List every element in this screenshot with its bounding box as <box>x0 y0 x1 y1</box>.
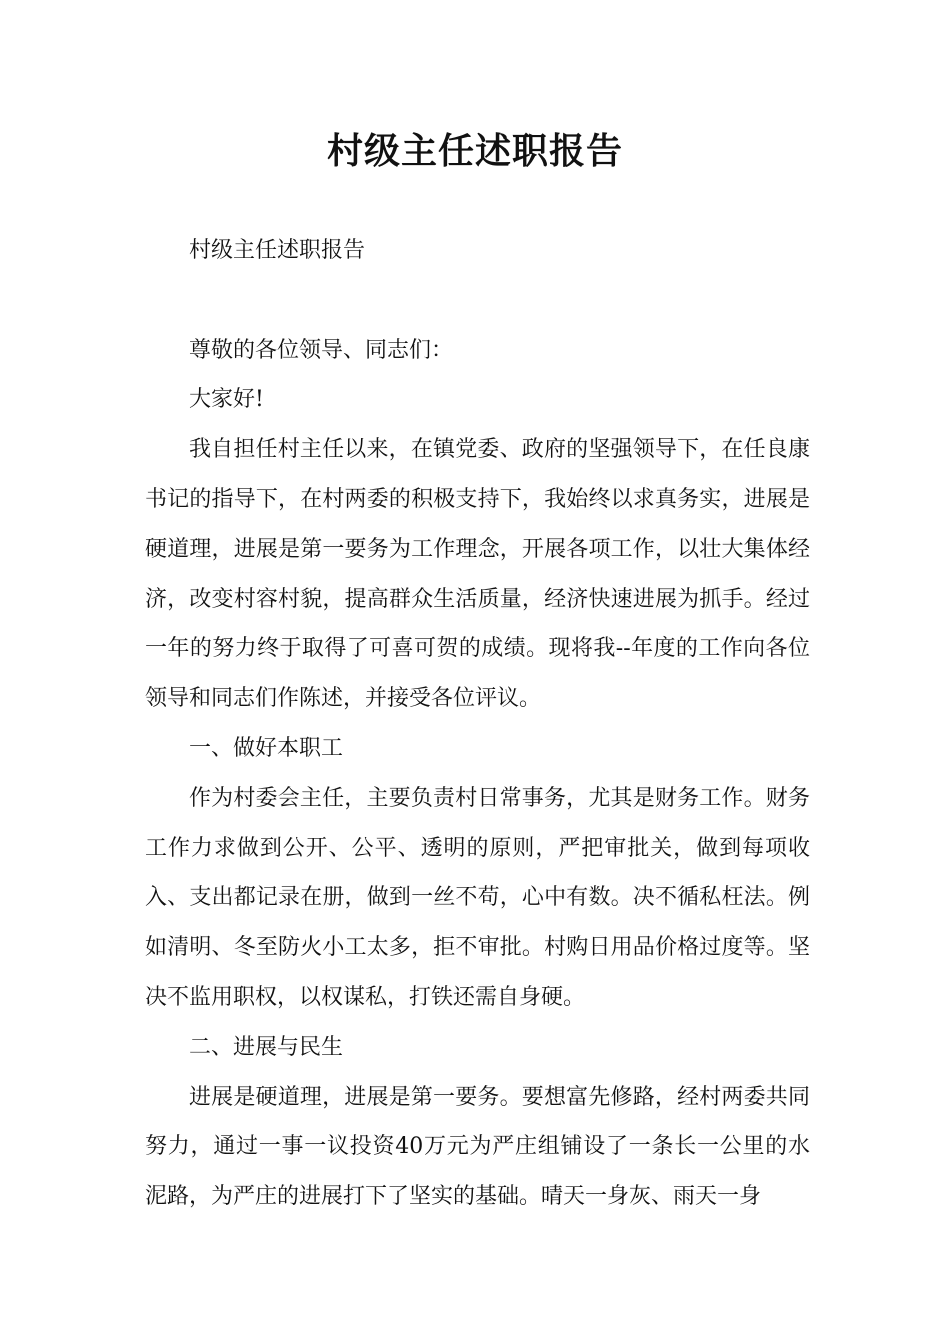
intro-paragraph: 我自担任村主任以来，在镇党委、政府的坚强领导下，在任良康书记的指导下，在村两委的积极支持下，我始终以求真务实，进展是硬道理，进展是第一要务为工作理念，开展各项工作，以壮大集体经济，改变村容村貌，提高群众生活质量，经济快速进展为抓手。经过一年的努力终于取得了可喜可贺的成绩。现将我--年度的工作向各位领导和同志们作陈述，并接受各位评议。 <box>145 437 810 712</box>
document-body <box>145 226 810 1222</box>
document-title: 村级主任述职报告 <box>326 131 623 172</box>
section-heading-1: 一、做好本职工 <box>189 735 344 761</box>
salutation: 尊敬的各位领导、同志们： <box>189 337 454 363</box>
document-subtitle: 村级主任述职报告 <box>189 238 366 263</box>
section-1-paragraph: 作为村委会主任，主要负责村日常事务，尤其是财务工作。财务工作力求做到公开、公平、透明的原则，严把审批关，做到每项收入、支出都记录在册，做到一丝不苟，心中有数。决不循私枉法。例如清明、冬至防火小工太多，拒不审批。村购日用品价格过度等。坚决不监用职权，以权谋私，打铁还需自身硬。 <box>145 785 810 1010</box>
section-heading-2: 二、进展与民生 <box>189 1034 344 1060</box>
section-2-paragraph: 进展是硬道理，进展是第一要务。要想富先修路，经村两委共同努力，通过一事一议投资40万元为严庄组铺设了一条长一公里的水泥路，为严庄的进展打下了坚实的基础。晴天一身灰、雨天一身 <box>145 1084 810 1210</box>
greeting: 大家好! <box>189 387 264 413</box>
